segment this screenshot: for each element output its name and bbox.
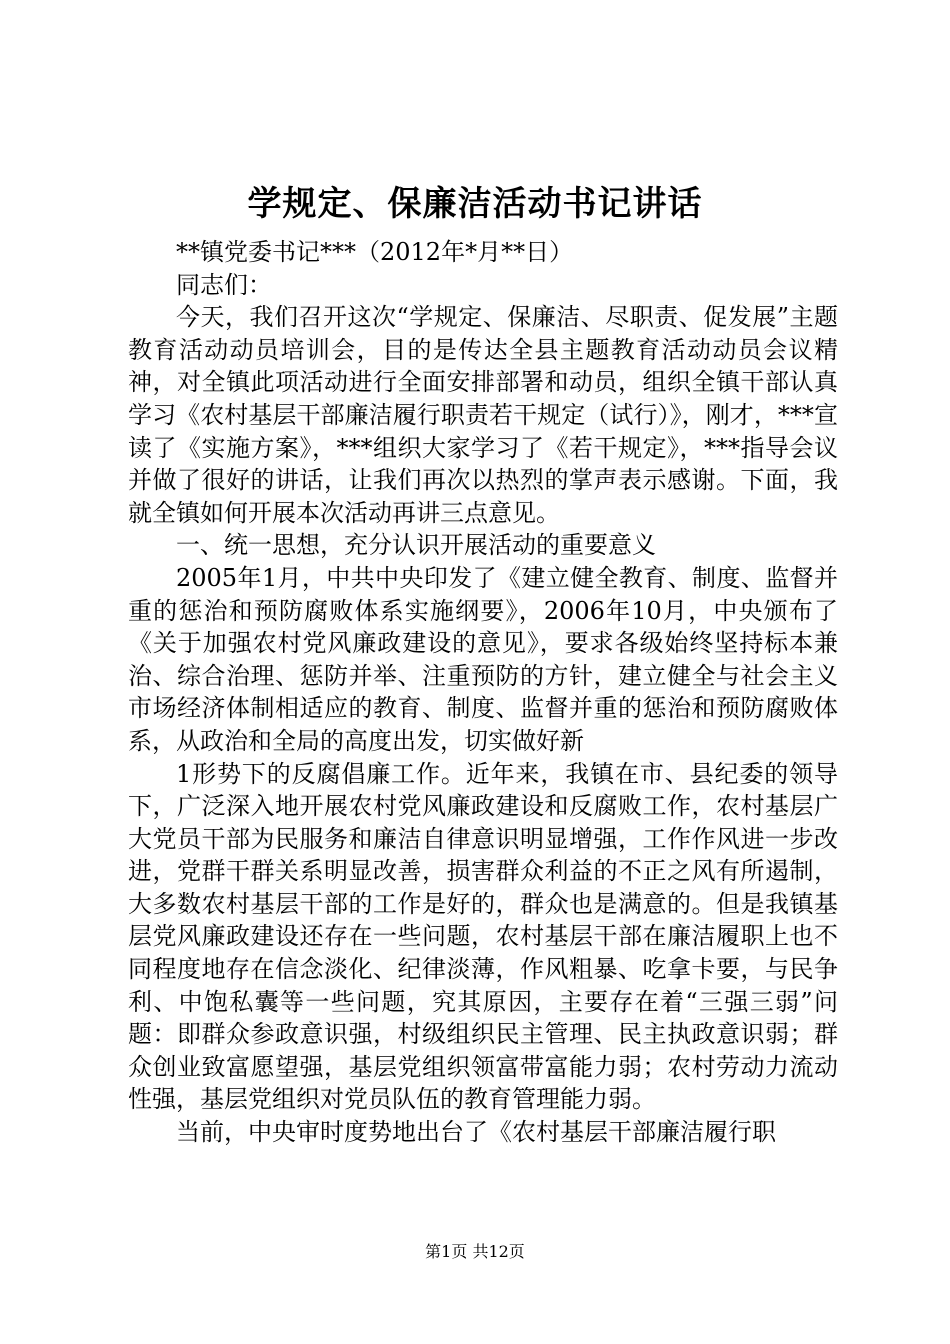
section-heading-1: 一、统一思想，充分认识开展活动的重要意义: [176, 531, 656, 560]
document-body: [128, 236, 838, 1149]
paragraph-background: 2005年1月，中共中央印发了《建立健全教育、制度、监督并重的惩治和预防腐败体系实施纲要》，2006年10月，中央颁布了《关于加强农村党风廉政建设的意见》，要求各级始终坚持标本兼治、综合治理、惩防并举、注重预防的方针，建立健全与社会主义市场经济体制相适应的教育、制度、监督并重的惩治和预防腐败体系，从政治和全局的高度出发，切实做好新: [128, 563, 838, 755]
paragraph-intro: 今天，我们召开这次“学规定、保廉洁、尽职责、促发展”主题教育活动动员培训会，目的是传达全县主题教育活动动员会议精神，对全镇此项活动进行全面安排部署和动员，组织全镇干部认真学习《农村基层干部廉洁履行职责若干规定（试行）》，刚才，***宣读了《实施方案》，***组织大家学习了《若干规定》，***指导会议并做了很好的讲话，让我们再次以热烈的掌声表示感谢。下面，我就全镇如何开展本次活动再讲三点意见。: [128, 303, 838, 527]
document-title: 学规定、保廉洁活动书记讲话: [247, 184, 703, 224]
page-number: 第1页 共12页: [425, 1242, 525, 1261]
paragraph-situation: 1形势下的反腐倡廉工作。近年来，我镇在市、县纪委的领导下，广泛深入地开展农村党风廉政建设和反腐败工作，农村基层广大党员干部为民服务和廉洁自律意识明显增强，工作作风进一步改进，党群干群关系明显改善，损害群众利益的不正之风有所遏制，大多数农村基层干部的工作是好的，群众也是满意的。但是我镇基层党风廉政建设还存在一些问题，农村基层干部在廉洁履职上也不同程度地存在信念淡化、纪律淡薄，作风粗暴、吃拿卡要，与民争利、中饱私囊等一些问题，究其原因，主要存在着“三强三弱”问题：即群众参政意识强，村级组织民主管理、民主执政意识弱；群众创业致富愿望强，基层党组织领富带富能力弱；农村劳动力流动性强，基层党组织对党员队伍的教育管理能力弱。: [128, 759, 838, 1114]
paragraph-current: 当前，中央审时度势地出台了《农村基层干部廉洁履行职: [176, 1118, 776, 1147]
speaker-line: **镇党委书记***（2012年*月**日）: [176, 238, 574, 266]
salutation: 同志们：: [176, 270, 272, 299]
